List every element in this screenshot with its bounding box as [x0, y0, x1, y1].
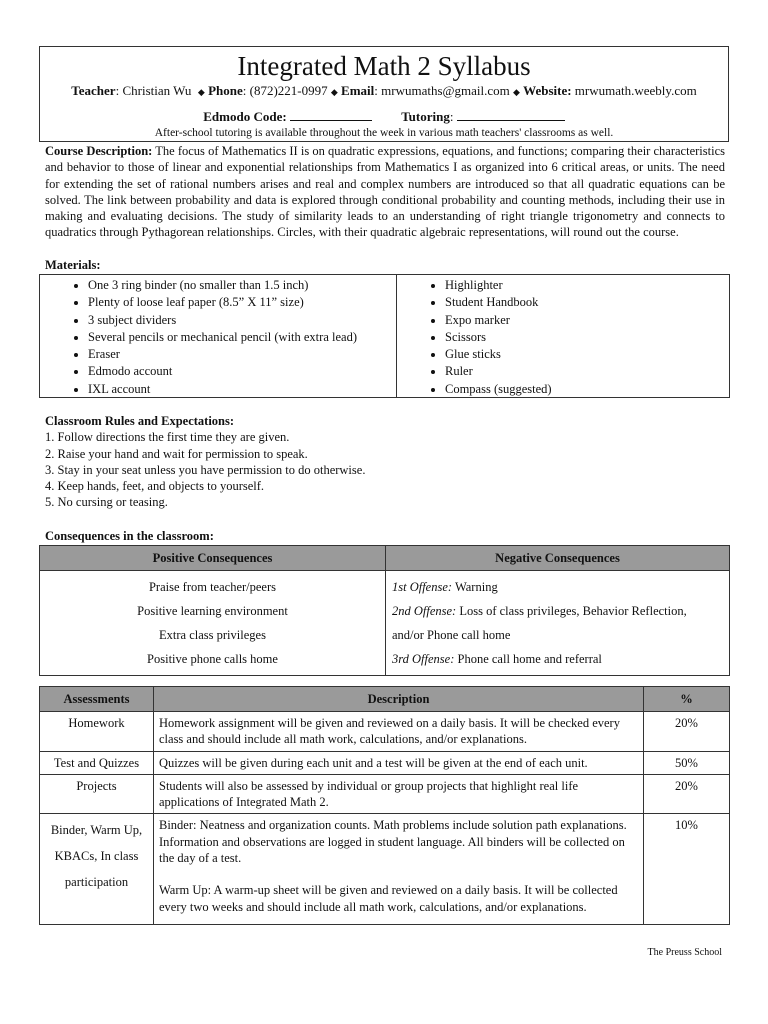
rule-item: 2. Raise your hand and wait for permission to speak.: [45, 446, 308, 461]
materials-left-column: [40, 275, 397, 397]
offense-label: 2nd Offense:: [392, 603, 457, 618]
list-item: • 3 subject dividers: [88, 312, 396, 329]
table-row: [40, 814, 730, 924]
positive-cell: Positive learning environment: [40, 599, 386, 623]
rules-heading: Classroom Rules and Expectations:: [45, 414, 235, 428]
rule-item: 3. Stay in your seat unless you have permission to do otherwise.: [45, 462, 366, 477]
website-url: mrwumath.weebly.com: [574, 83, 697, 98]
offense-text: Phone call home and referral: [454, 651, 602, 666]
phone-label: Phone: [208, 83, 243, 98]
rule-item: 1. Follow directions the first time they are given.: [45, 430, 290, 445]
warmup-description: Warm Up: A warm-up sheet will be given and reviewed on a daily basis. It will be collected every two weeks and should include all math work, calculations, and/or explanations.: [159, 883, 618, 914]
assessment-category: Homework: [40, 712, 154, 752]
header-box: [39, 46, 729, 142]
list-item: • Eraser: [88, 346, 396, 363]
edmodo-label: Edmodo Code:: [203, 109, 287, 124]
assessment-percent: 10%: [644, 814, 730, 924]
list-item: • Highlighter: [445, 277, 729, 294]
offense-label: 3rd Offense:: [392, 651, 455, 666]
list-item: • IXL account: [88, 381, 396, 398]
list-item: • Expo marker: [445, 312, 729, 329]
assessment-percent: 20%: [644, 712, 730, 752]
negative-cell: [386, 599, 730, 623]
separator-icon: ◆: [197, 87, 205, 97]
materials-label: Materials:: [45, 258, 101, 272]
school-footer: The Preuss School: [647, 947, 722, 958]
binder-description: Binder: Neatness and organization counts. Math problems include solution path explanations. Information and observations are logged in student language. All binders will be collected on the day of a test.: [159, 818, 627, 866]
table-row: [40, 599, 730, 623]
list-item: • Scissors: [445, 329, 729, 346]
phone-number: (872)221-0997: [249, 83, 328, 98]
edmodo-code-blank: [290, 109, 372, 121]
description-header: Description: [154, 687, 644, 712]
table-row: [40, 751, 730, 774]
negative-header: Negative Consequences: [386, 546, 730, 571]
assessment-category: Binder, Warm Up, KBACs, In class participation: [40, 814, 154, 924]
assessment-category: Projects: [40, 774, 154, 814]
contact-line: Teacher: Christian Wu ◆ Phone: (872)221-0997 ◆ Email: mrwumaths@gmail.com ◆ Website: mrwumath.weebly.com: [71, 83, 697, 98]
course-text: The focus of Mathematics II is on quadratic expressions, equations, and functions; comparing their characteristics and behavior to those of linear and exponential relationships from Mathematics I as organized into 6 critical areas, or units. The need for extending the set of rational numbers arises and real and complex numbers are introduced so that all quadratic equations can be solved. The link between probability and data is explored through conditional probability and counting methods, including their use in making and evaluating decisions. The study of similarity leads to an understanding of right triangle trigonometry and connects to quadratics through Pythagorean relationships. Circles, with their quadratic algebraic representations, will round out the course.: [45, 144, 725, 240]
tutoring-blank: [457, 109, 565, 121]
list-item: • Compass (suggested): [445, 381, 729, 398]
teacher-name: Christian Wu: [122, 83, 192, 98]
offense-label: 1st Offense:: [392, 579, 453, 594]
list-item: • One 3 ring binder (no smaller than 1.5 inch): [88, 277, 396, 294]
assessments-header: Assessments: [40, 687, 154, 712]
negative-cell: [386, 571, 730, 600]
assessment-percent: 50%: [644, 751, 730, 774]
assessment-percent: 20%: [644, 774, 730, 814]
page-title: Integrated Math 2 Syllabus: [237, 51, 531, 81]
separator-icon: ◆: [330, 87, 338, 97]
tutoring-label: Tutoring: [401, 109, 450, 124]
email-address: mrwumaths@gmail.com: [381, 83, 510, 98]
positive-cell: Extra class privileges: [40, 623, 386, 647]
rule-item: 4. Keep hands, feet, and objects to yourself.: [45, 479, 265, 494]
negative-cell: [386, 623, 730, 647]
website-label: Website:: [523, 83, 572, 98]
consequences-heading: Consequences in the classroom:: [45, 529, 214, 543]
assessments-table: [39, 686, 730, 925]
table-row: [40, 571, 730, 600]
list-item: • Student Handbook: [445, 294, 729, 311]
list-item: • Ruler: [445, 363, 729, 380]
table-header-row: [40, 546, 730, 571]
email-label: Email: [341, 83, 375, 98]
assessment-description: Quizzes will be given during each unit and a test will be given at the end of each unit.: [154, 751, 644, 774]
assessment-description: Students will also be assessed by individual or group projects that highlight real life applications of Integrated Math 2.: [154, 774, 644, 814]
teacher-label: Teacher: [71, 83, 116, 98]
course-description: [45, 143, 725, 241]
positive-cell: Praise from teacher/peers: [40, 571, 386, 600]
classroom-rules: [45, 413, 365, 511]
list-item: • Edmodo account: [88, 363, 396, 380]
rule-item: 5. No cursing or teasing.: [45, 495, 168, 510]
description-spacer: [159, 866, 638, 882]
list-item: • Glue sticks: [445, 346, 729, 363]
materials-table: [39, 274, 730, 398]
tutoring-note: After-school tutoring is available throughout the week in various math teachers' classrooms as well.: [154, 127, 614, 139]
assessment-description: [154, 814, 644, 924]
list-item: • Plenty of loose leaf paper (8.5” X 11” size): [88, 294, 396, 311]
consequences-table: [39, 545, 730, 676]
negative-cell: [386, 647, 730, 676]
separator-icon: ◆: [512, 87, 520, 97]
table-header-row: [40, 687, 730, 712]
table-row: [40, 712, 730, 752]
offense-text: and/or Phone call home: [392, 627, 511, 642]
positive-header: Positive Consequences: [40, 546, 386, 571]
percent-header: %: [644, 687, 730, 712]
positive-cell: Positive phone calls home: [40, 647, 386, 676]
table-row: [40, 647, 730, 676]
table-row: [40, 774, 730, 814]
materials-right-column: [397, 275, 729, 397]
assessment-description: Homework assignment will be given and reviewed on a daily basis. It will be checked every class and should include all math work, calculations, and/or explanations.: [154, 712, 644, 752]
offense-text: Loss of class privileges, Behavior Reflection,: [456, 603, 687, 618]
table-row: [40, 623, 730, 647]
course-label: Course Description:: [45, 144, 153, 158]
offense-text: Warning: [452, 579, 498, 594]
assessment-category: Test and Quizzes: [40, 751, 154, 774]
list-item: • Several pencils or mechanical pencil (with extra lead): [88, 329, 396, 346]
codes-line: Edmodo Code: Tutoring:: [40, 109, 728, 125]
